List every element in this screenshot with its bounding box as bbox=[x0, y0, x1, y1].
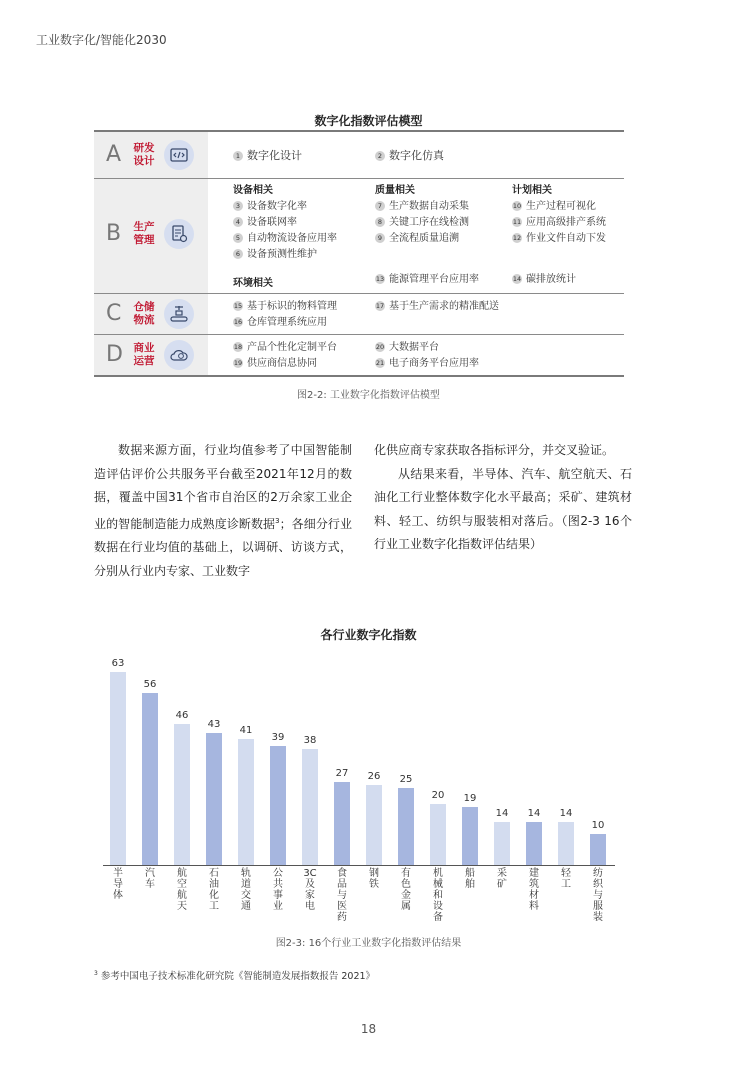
bar bbox=[526, 822, 542, 865]
category-label: 建筑材料 bbox=[529, 868, 539, 912]
indicator-18: 18 产品个性化定制平台 bbox=[233, 342, 337, 353]
section-d bbox=[94, 335, 624, 375]
bar-value-label: 14 bbox=[559, 808, 573, 820]
bar-value-label: 26 bbox=[367, 771, 381, 783]
category-label: 石油化工 bbox=[209, 868, 219, 912]
category-label: 轨道交通 bbox=[241, 868, 251, 912]
chart-caption: 图2-3: 16个行业工业数字化指数评估结果 bbox=[275, 938, 462, 949]
indicator-12: 12 作业文件自动下发 bbox=[512, 233, 606, 244]
bar-value-label: 25 bbox=[399, 774, 413, 786]
bar-value-label: 63 bbox=[111, 658, 125, 669]
code-window-icon bbox=[164, 140, 194, 170]
bar bbox=[142, 693, 158, 865]
section-b-header bbox=[94, 179, 208, 293]
indicator-21: 21 电子商务平台应用率 bbox=[375, 358, 479, 369]
bar-value-label: 20 bbox=[431, 789, 445, 801]
conveyor-icon bbox=[164, 299, 194, 329]
indicator-11: 11 应用高级排产系统 bbox=[512, 217, 606, 228]
indicator-10: 10 生产过程可视化 bbox=[512, 201, 596, 212]
cloud-coin-icon bbox=[164, 340, 194, 370]
section-category: 生产 管理 bbox=[133, 221, 155, 246]
bar bbox=[110, 672, 126, 865]
body-paragraph: 数据来源方面，行业均值参考了中国智能制造评估评价公共服务平台截至2021年12月的数据，覆盖中国31个省市自治区的2万余家工业企业的智能制造能力成熟度诊断数据$^3$；各细分行业数据在行业均值的基础上，以调研、访谈方式，分别从行业内专家、工业数字 bbox=[94, 443, 352, 578]
indicator-6: 6 设备预测性维护 bbox=[233, 248, 317, 262]
body-column-left bbox=[94, 439, 352, 583]
bar bbox=[462, 807, 478, 865]
bar-value-label: 46 bbox=[175, 710, 189, 722]
section-category: 仓储 物流 bbox=[133, 301, 155, 326]
indicator-4: 4 设备联网率 bbox=[233, 216, 297, 230]
group-title-environment: 环境相关 bbox=[233, 278, 273, 289]
bar bbox=[398, 788, 414, 865]
body-paragraph: 从结果来看，半导体、汽车、航空航天、石油化工行业整体数字化水平最高；采矿、建筑材料、轻工、纺织与服装相对落后。（图2-3 16个行业工业数字化指数评估结果） bbox=[374, 466, 632, 551]
chart-title: 各行业数字化指数 bbox=[320, 628, 417, 642]
section-a-header bbox=[94, 132, 208, 178]
category-label: 3C及家电 bbox=[303, 868, 317, 912]
category-label: 公共事业 bbox=[273, 868, 283, 912]
bar-value-label: 43 bbox=[207, 719, 221, 731]
indicator-16: 16 仓库管理系统应用 bbox=[233, 317, 327, 328]
category-label: 航空航天 bbox=[177, 868, 187, 912]
category-label: 轻工 bbox=[561, 868, 571, 890]
running-header: 工业数字化/智能化2030 bbox=[36, 33, 167, 47]
indicator-15: 15 基于标识的物料管理 bbox=[233, 301, 337, 312]
bar-value-label: 38 bbox=[303, 734, 317, 746]
category-label: 采矿 bbox=[497, 868, 507, 890]
section-c bbox=[94, 294, 624, 334]
checklist-gear-icon bbox=[164, 219, 194, 249]
indicator-20: 20 大数据平台 bbox=[375, 342, 439, 353]
body-column-right bbox=[374, 439, 632, 557]
category-label: 机械和设备 bbox=[433, 868, 443, 923]
bar bbox=[430, 804, 446, 865]
section-a bbox=[94, 132, 624, 178]
bar bbox=[174, 724, 190, 865]
category-label: 汽车 bbox=[145, 868, 155, 890]
page-number: 18 bbox=[360, 1022, 377, 1036]
section-category: 研发 设计 bbox=[133, 142, 155, 167]
evaluation-model-table bbox=[94, 130, 624, 377]
indicator-14: 14 碳排放统计 bbox=[512, 274, 576, 285]
bar-value-label: 41 bbox=[239, 725, 253, 737]
indicator-9: 9 全流程质量追溯 bbox=[375, 232, 459, 246]
bar bbox=[238, 739, 254, 865]
indicator-2: 2 数字化仿真 bbox=[375, 149, 444, 163]
indicator-17: 17 基于生产需求的精准配送 bbox=[375, 301, 499, 312]
bar-value-label: 14 bbox=[495, 808, 509, 820]
indicator-5: 5 自动物流设备应用率 bbox=[233, 232, 337, 246]
section-b bbox=[94, 179, 624, 293]
section-letter: B bbox=[106, 221, 122, 246]
bar-value-label: 10 bbox=[591, 820, 605, 832]
section-d-header bbox=[94, 335, 208, 375]
bar bbox=[366, 785, 382, 865]
bar-value-label: 39 bbox=[271, 731, 285, 743]
group-title-planning: 计划相关 bbox=[512, 185, 552, 196]
bar bbox=[494, 822, 510, 865]
bar-value-label: 19 bbox=[463, 792, 477, 804]
bar bbox=[302, 749, 318, 865]
bar bbox=[270, 746, 286, 865]
section-letter: D bbox=[106, 342, 123, 367]
section-c-header bbox=[94, 294, 208, 334]
bar-value-label: 27 bbox=[335, 768, 349, 780]
category-label: 有色金属 bbox=[401, 868, 411, 912]
footnote-mark: 3 bbox=[94, 969, 98, 977]
group-title-equipment: 设备相关 bbox=[233, 185, 273, 196]
category-label: 半导体 bbox=[113, 868, 123, 901]
x-axis-line bbox=[103, 865, 615, 866]
bar bbox=[206, 733, 222, 865]
section-letter: C bbox=[106, 301, 122, 326]
category-label: 船舶 bbox=[465, 868, 475, 890]
indicator-19: 19 供应商信息协同 bbox=[233, 358, 317, 369]
indicator-13: 13 能源管理平台应用率 bbox=[375, 274, 479, 285]
bar bbox=[334, 782, 350, 865]
model-figure-caption: 图2-2: 工业数字化指数评估模型 bbox=[297, 390, 440, 401]
bar bbox=[590, 834, 606, 865]
body-paragraph: 化供应商专家获取各指标评分，并交叉验证。 bbox=[374, 443, 615, 457]
group-title-quality: 质量相关 bbox=[375, 185, 415, 196]
bar bbox=[558, 822, 574, 865]
category-label: 钢铁 bbox=[369, 868, 379, 890]
section-category: 商业 运营 bbox=[133, 342, 155, 367]
footnote: $^3$ 参考中国电子技术标准化研究院《智能制造发展指数报告 2021》 bbox=[94, 969, 376, 982]
indicator-3: 3 设备数字化率 bbox=[233, 200, 307, 214]
bar-value-label: 14 bbox=[527, 808, 541, 820]
bar-value-label: 56 bbox=[143, 679, 157, 691]
indicator-1: 1 数字化设计 bbox=[233, 149, 302, 163]
section-letter: A bbox=[106, 142, 122, 167]
category-label: 食品与医药 bbox=[337, 868, 347, 923]
indicator-7: 7 生产数据自动采集 bbox=[375, 200, 469, 214]
footnote-reference: 3 bbox=[275, 516, 280, 525]
model-figure-title: 数字化指数评估模型 bbox=[314, 114, 423, 128]
table-bottom-rule bbox=[94, 375, 624, 377]
category-label: 纺织与服装 bbox=[593, 868, 603, 923]
indicator-8: 8 关键工序在线检测 bbox=[375, 216, 469, 230]
